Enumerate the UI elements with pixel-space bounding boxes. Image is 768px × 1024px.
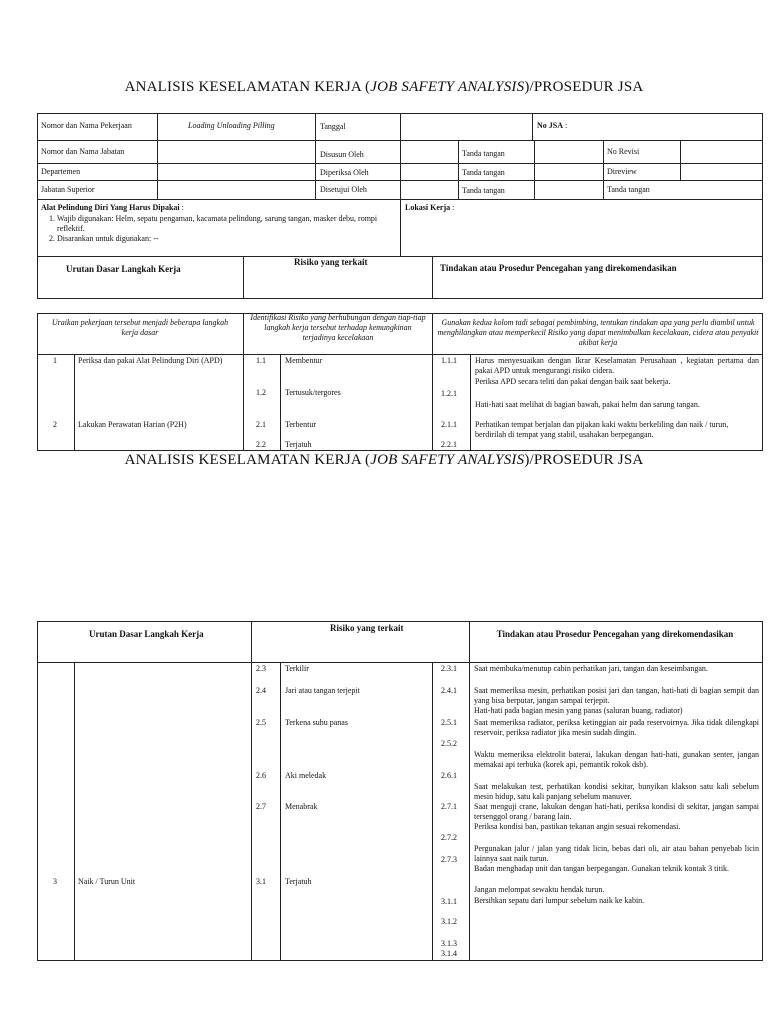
risk-text: Menabrak [285,802,318,811]
header-tindakan: Tindakan atau Prosedur Pencegahan yang direkomendasikan [496,629,734,639]
risk-number: 2.4 [256,686,266,695]
content-col-divider [432,662,433,961]
risk-number: 2.2 [256,440,266,449]
step-number: 1 [53,356,57,365]
step-text: Periksa dan pakai Alat Pelindung Diri (APD) [78,356,223,365]
label-jabatan-superior: Jabatan Superior [41,185,95,194]
header-urutan: Urutan Dasar Langkah Kerja [89,629,204,639]
title-italic: JOB SAFETY ANALYSIS [370,79,525,95]
header-row-divider [37,256,763,257]
value-nama-pekerjaan: Loading Unloading Pilling [188,121,275,130]
apd-heading-text: Alat Pelindung Diri Yang Harus Dipakai [41,203,180,212]
label-tanda-tangan: Tanda tangan [607,185,650,194]
content-col-divider [74,662,75,961]
step-number: 2 [53,420,57,429]
label-tanda-tangan: Tanda tangan [462,186,505,195]
header-col-divider [532,113,533,140]
instruction-col1: Uraikan pekerjaan tersebut menjadi beberapa langkah kerja dasar [51,318,229,337]
title-suffix: )/PROSEDUR JSA [524,79,644,95]
lokasi-colon: : [450,203,455,212]
action-text: Periksa kondisi ban, pastikan tekanan angin sesuai rekomendasi. [474,822,681,831]
action-text: Hati-hati pada bagian mesin yang panas (saluran buang, radiator) [474,706,683,715]
action-text: Saat memeriksa mesin, perhatikan posisi jari dan tangan, hati-hati di bagian sempit dan yang bisa berputar, jangan sampai terjepit. [474,686,759,705]
apd-item-wajib: 1. Wajib digunakan: Helm, sepatu pengaman, kacamata pelindung, sarung tangan, masker debu, rompi reflektif. [57,214,397,234]
label-lokasi-kerja [405,203,454,213]
action-number: 2.5.1 [441,718,457,727]
action-text: Badan menghadap unit dan tangan berpegangan. Gunakan teknik kontak 3 titik. [474,864,730,873]
action-number: 3.1.4 [441,949,457,958]
apd-list [41,214,397,244]
step-text: Lakukan Perawatan Harian (P2H) [78,420,187,429]
label-disusun-oleh: Disusun Oleh [320,150,364,159]
action-number: 2.3.1 [441,664,457,673]
risk-text: Jari atau tangan terjepit [285,686,360,695]
header-urutan: Urutan Dasar Langkah Kerja [66,264,181,274]
step-number: 3 [53,877,57,886]
label-no-revisi: No Revisi [607,147,640,156]
risk-text: Membentur [285,356,323,365]
no-jsa-colon: : [563,121,568,130]
page2-title [0,452,768,469]
risk-text: Terjatuh [285,877,312,886]
risk-text: Terkilir [285,664,309,673]
risk-text: Terkena suhu panas [285,718,348,727]
label-diperiksa-oleh: Diperiksa Oleh [320,168,369,177]
action-text: Saat menguji crane, lakukan dengan hati-hati, periksa kondisi di sekitar, jangan sampai tersenggol orang / barang lain. [474,802,759,821]
action-number: 2.7.3 [441,855,457,864]
header-col-divider [157,113,158,199]
label-disetujui-oleh: Disetujui Oleh [320,185,367,194]
content-header-divider [37,354,763,355]
risk-number: 3.1 [256,877,266,886]
label-nomor-nama-jabatan: Nomor dan Nama Jabatan [41,147,125,156]
risk-number: 2.6 [256,771,266,780]
content-col-divider [243,313,244,451]
title-prefix: ANALISIS KESELAMATAN KERJA ( [124,452,371,468]
header-col-divider [243,256,244,299]
content-col-divider [280,662,281,961]
action-number: 3.1.1 [441,897,457,906]
risk-text: Terjatuh [285,440,312,449]
risk-text: Terbentur [285,420,316,429]
action-text: Hati-hati saat melihat di bagian bawah, pakai helm dan sarung tangan. [475,400,700,409]
label-no-jsa [537,121,567,131]
header-col-divider [315,113,316,199]
risk-number: 2.5 [256,718,266,727]
header-col-divider [458,140,459,199]
label-tanda-tangan: Tanda tangan [462,168,505,177]
header-col-divider [680,140,681,180]
header-col-divider [400,113,401,256]
header-tindakan: Tindakan atau Prosedur Pencegahan yang direkomendasikan [440,263,677,273]
label-departemen: Departemen [41,167,81,176]
action-number: 2.7.2 [441,833,457,842]
step-text: Naik / Turun Unit [78,877,136,886]
header-col-divider [603,140,604,199]
action-number: 2.7.1 [441,802,457,811]
title-prefix: ANALISIS KESELAMATAN KERJA ( [124,79,371,95]
action-text: Saat melakukan test, perhatikan kondisi sekitar, bunyikan klakson satu kali sebelum mesin hidup, satu kali panjang sebelum manuver. [474,782,759,801]
risk-number: 2.1 [256,420,266,429]
content-col-divider [280,354,281,451]
apd-item-disarankan: 2. Disarankan untuk digunakan: -- [57,234,397,244]
instruction-col3: Gunakan kedua kolom tadi sebagai pembimbing, tentukan tindakan apa yang perlu diambil untuk menghilangkan atau memperkecil Risiko yang dapat menimbulkan kecelakaan, cidera atau penyakit akibat kerja [437,318,759,347]
title-suffix: )/PROSEDUR JSA [524,452,644,468]
risk-text: Tertusuk/tergores [285,388,341,397]
risk-number: 1.2 [256,388,266,397]
no-jsa-text: No JSA [537,121,564,130]
content-col-divider [470,354,471,451]
apd-heading [41,203,397,213]
apd-heading-colon: : [179,203,184,212]
action-number: 1.2.1 [441,389,457,398]
risk-number: 2.3 [256,664,266,673]
action-number: 2.5.2 [441,739,457,748]
action-text: Waktu memeriksa elektrolit baterai, lakukan dengan hati-hati, gunakan senter, jangan memakai api terbuka (korek api, pemantik rokok dsb). [474,750,759,769]
header-risiko: Risiko yang terkait [330,623,404,633]
action-text: Saat memeriksa radiator, periksa ketinggian air pada reservoirnya. Jika tidak dilengkapi reservoir, periksa radiator jika mesin sudah dingin. [474,718,759,737]
header-risiko: Risiko yang terkait [294,257,368,267]
content-col-divider [432,313,433,451]
label-tanggal: Tanggal [320,122,346,131]
instruction-col2: Identifikasi Risiko yang berhubungan dengan tiap-tiap langkah kerja tersebut terhadap kemungkinan terjadinya kecelakaan [250,313,426,342]
action-number: 2.4.1 [441,686,457,695]
document-title [0,79,768,96]
content-col-divider [251,621,252,961]
action-text: Bersihkan sepatu dari lumpur sebelum naik ke kabin. [474,896,645,905]
action-text: Harus menyesuaikan dengan Ikrar Keselamatan Perusahaan , kegiatan pertama dan pakai APD untuk mengurangi risiko cidera. [475,356,759,375]
action-text: Jangan melompat sewaktu hendak turun. [474,885,605,894]
action-number: 3.1.2 [441,917,457,926]
content-header-divider [37,662,763,663]
action-text: Periksa APD secara teliti dan pakai dengan baik saat bekerja. [475,377,671,386]
apd-block [41,203,397,244]
label-nomor-nama-pekerjaan: Nomor dan Nama Pekerjaan [41,121,132,130]
content-col-divider [469,621,470,961]
action-number: 2.6.1 [441,771,457,780]
lokasi-text: Lokasi Kerja [405,203,451,212]
action-text: Saat membuka/menutup cabin perhatikan jari, tangan dan keseimbangan. [474,664,708,673]
label-tanda-tangan: Tanda tangan [462,149,505,158]
action-text: Perhatikan tempat berjalan dan pijakan kaki waktu berkeliling dan naik / turun, berdirilah di tempat yang stabil, usahakan berpegangan. [475,420,729,439]
action-number: 1.1.1 [441,356,457,365]
action-number: 3.1.3 [441,939,457,948]
action-text: Pergunakan jalur / jalan yang tidak licin, bebas dari oli, air atau bahan penyebab licin lainnya saat naik turun. [474,844,759,863]
header-col-divider [432,256,433,299]
title-italic: JOB SAFETY ANALYSIS [370,452,525,468]
risk-text: Aki meledak [285,771,327,780]
label-direview: Direview [607,167,637,176]
header-col-divider [534,140,535,199]
action-number: 2.1.1 [441,420,457,429]
risk-number: 1.1 [256,356,266,365]
risk-number: 2.7 [256,802,266,811]
action-number: 2.2.1 [441,440,457,449]
content-col-divider [74,354,75,451]
